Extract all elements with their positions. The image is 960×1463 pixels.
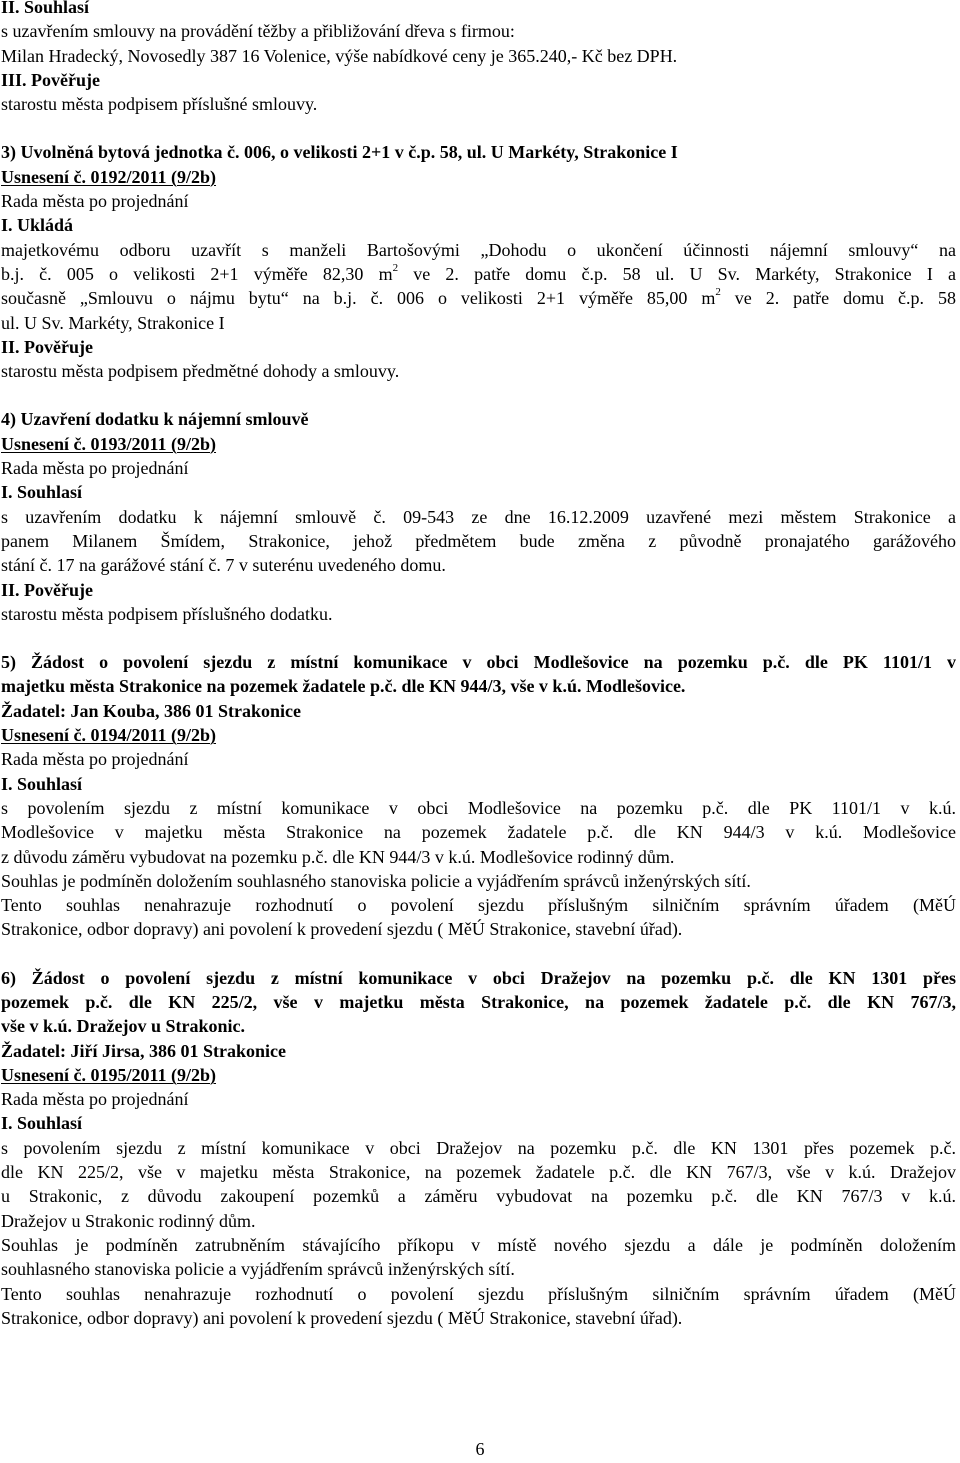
section-heading: II. Souhlasí: [1, 0, 90, 17]
section-heading: I. Souhlasí: [1, 773, 83, 794]
item-title: 6) Žádost o povolení sjezdu z místní komunikace v obci Dražejov na pozemku p.č. dle KN 1301 přes: [1, 967, 956, 988]
paragraph-line: Souhlas je podmíněn zatrubněním stávajícího příkopu v místě nového sjezdu a dále je podmíněn doložením: [1, 1234, 956, 1255]
section-heading: I. Ukládá: [1, 215, 74, 236]
paragraph-line: souhlasného stanoviska policie a vyjádřením správců inženýrských sítí.: [1, 1259, 515, 1280]
paragraph-line: ul. U Sv. Markéty, Strakonice I: [1, 312, 225, 333]
resolution-number: Usnesení č. 0194/2011 (9/2b): [1, 725, 217, 746]
paragraph-line: Dražejov u Strakonic rodinný dům.: [1, 1210, 256, 1231]
section-heading: I. Souhlasí: [1, 482, 83, 503]
section-heading: I. Souhlasí: [1, 1113, 83, 1134]
council-note: Rada města po projednání: [1, 1089, 189, 1110]
document-body: [1, 0, 956, 1330]
paragraph-line: Strakonice, odbor dopravy) ani povolení k provedení sjezdu ( MěÚ Strakonice, stavební úřad).: [1, 1307, 683, 1328]
paragraph-line: dle KN 225/2, vše v majetku města Strakonice, na pozemek žadatele p.č. dle KN 767/3, vše v k.ú. Dražejov: [1, 1162, 956, 1183]
paragraph-line: panem Milanem Šmídem, Strakonice, jehož předmětem bude změna z původně pronajatého garážového: [1, 530, 956, 551]
text-span: ve 2. patře domu č.p. 58: [720, 288, 956, 309]
resolution-number: Usnesení č. 0195/2011 (9/2b): [1, 1064, 217, 1085]
text-span: ve 2. patře domu č.p. 58 ul. U Sv. Markéty, Strakonice I a: [398, 263, 957, 284]
section-heading: II. Pověřuje: [1, 579, 93, 600]
paragraph-line: s povolením sjezdu z místní komunikace v obci Dražejov na pozemku p.č. dle KN 1301 přes pozemek p.č.: [1, 1137, 956, 1158]
superscript: 2: [715, 286, 721, 299]
paragraph-line: starostu města podpisem předmětné dohody a smlouvy.: [1, 361, 400, 382]
text-span: současně „Smlouvu o nájmu bytu“ na b.j. č. 006 o velikosti 2+1 výměře 85,00 m: [1, 288, 716, 309]
applicant: Žadatel: Jan Kouba, 386 01 Strakonice: [1, 700, 302, 721]
paragraph-line: Milan Hradecký, Novosedly 387 16 Volenice, výše nabídkové ceny je 365.240,- Kč bez DPH.: [1, 45, 678, 66]
paragraph-line: Tento souhlas nenahrazuje rozhodnutí o povolení sjezdu příslušným silničním správním úřadem (MěÚ: [1, 1283, 956, 1304]
paragraph-line: [1, 262, 956, 286]
paragraph-line: starostu města podpisem příslušné smlouvy.: [1, 94, 318, 115]
text-span: b.j. č. 005 o velikosti 2+1 výměře 82,30 m: [1, 263, 393, 284]
paragraph-line: [1, 286, 956, 310]
paragraph-line: Tento souhlas nenahrazuje rozhodnutí o povolení sjezdu příslušným silničním správním úřadem (MěÚ: [1, 895, 956, 916]
paragraph-line: stání č. 17 na garážové stání č. 7 v suterénu uvedeného domu.: [1, 555, 446, 576]
paragraph-line: majetkovému odboru uzavřít s manželi Bartošovými „Dohodu o ukončení účinnosti nájemní smlouvy“ na: [1, 239, 956, 260]
item-title: majetku města Strakonice na pozemek žadatele p.č. dle KN 944/3, vše v k.ú. Modlešovice.: [1, 676, 686, 697]
item-title: 5) Žádost o povolení sjezdu z místní komunikace v obci Modlešovice na pozemku p.č. dle PK 1101/1 v: [1, 652, 956, 673]
paragraph-line: Modlešovice v majetku města Strakonice na pozemek žadatele p.č. dle KN 944/3 v k.ú. Modlešovice: [1, 822, 956, 843]
paragraph-line: s uzavřením smlouvy na provádění těžby a přibližování dřeva s firmou:: [1, 21, 515, 42]
paragraph-line: starostu města podpisem příslušného dodatku.: [1, 603, 333, 624]
section-heading: II. Pověřuje: [1, 336, 93, 357]
paragraph-line: s uzavřením dodatku k nájemní smlouvě č. 09-543 ze dne 16.12.2009 uzavřené mezi městem Strakonice a: [1, 506, 956, 527]
section-heading: III. Pověřuje: [1, 69, 100, 90]
council-note: Rada města po projednání: [1, 458, 189, 479]
page-number: 6: [475, 1439, 485, 1459]
resolution-number: Usnesení č. 0193/2011 (9/2b): [1, 433, 217, 454]
item-title: vše v k.ú. Dražejov u Strakonic.: [1, 1016, 245, 1037]
item-title: 4) Uzavření dodatku k nájemní smlouvě: [1, 409, 309, 430]
council-note: Rada města po projednání: [1, 749, 189, 770]
paragraph-line: z důvodu záměru vybudovat na pozemku p.č. dle KN 944/3 v k.ú. Modlešovice rodinný dům.: [1, 846, 675, 867]
applicant: Žadatel: Jiří Jirsa, 386 01 Strakonice: [1, 1040, 286, 1061]
paragraph-line: s povolením sjezdu z místní komunikace v obci Modlešovice na pozemku p.č. dle PK 1101/1 v k.ú.: [1, 797, 956, 818]
paragraph-line: u Strakonic, z důvodu zakoupení pozemků a záměru vybudovat na pozemku p.č. dle KN 767/3 v k.ú.: [1, 1186, 956, 1207]
paragraph-line: Strakonice, odbor dopravy) ani povolení k provedení sjezdu ( MěÚ Strakonice, stavební úřad).: [1, 919, 683, 940]
paragraph-line: Souhlas je podmíněn doložením souhlasného stanoviska policie a vyjádřením správců inženýrských sítí.: [1, 870, 751, 891]
item-title: pozemek p.č. dle KN 225/2, vše v majetku města Strakonice, na pozemek žadatele p.č. dle KN 767/3,: [1, 991, 956, 1012]
item-title: 3) Uvolněná bytová jednotka č. 006, o velikosti 2+1 v č.p. 58, ul. U Markéty, Strakonice I: [1, 142, 678, 163]
superscript: 2: [392, 261, 399, 274]
council-note: Rada města po projednání: [1, 191, 189, 212]
resolution-number: Usnesení č. 0192/2011 (9/2b): [1, 166, 217, 187]
